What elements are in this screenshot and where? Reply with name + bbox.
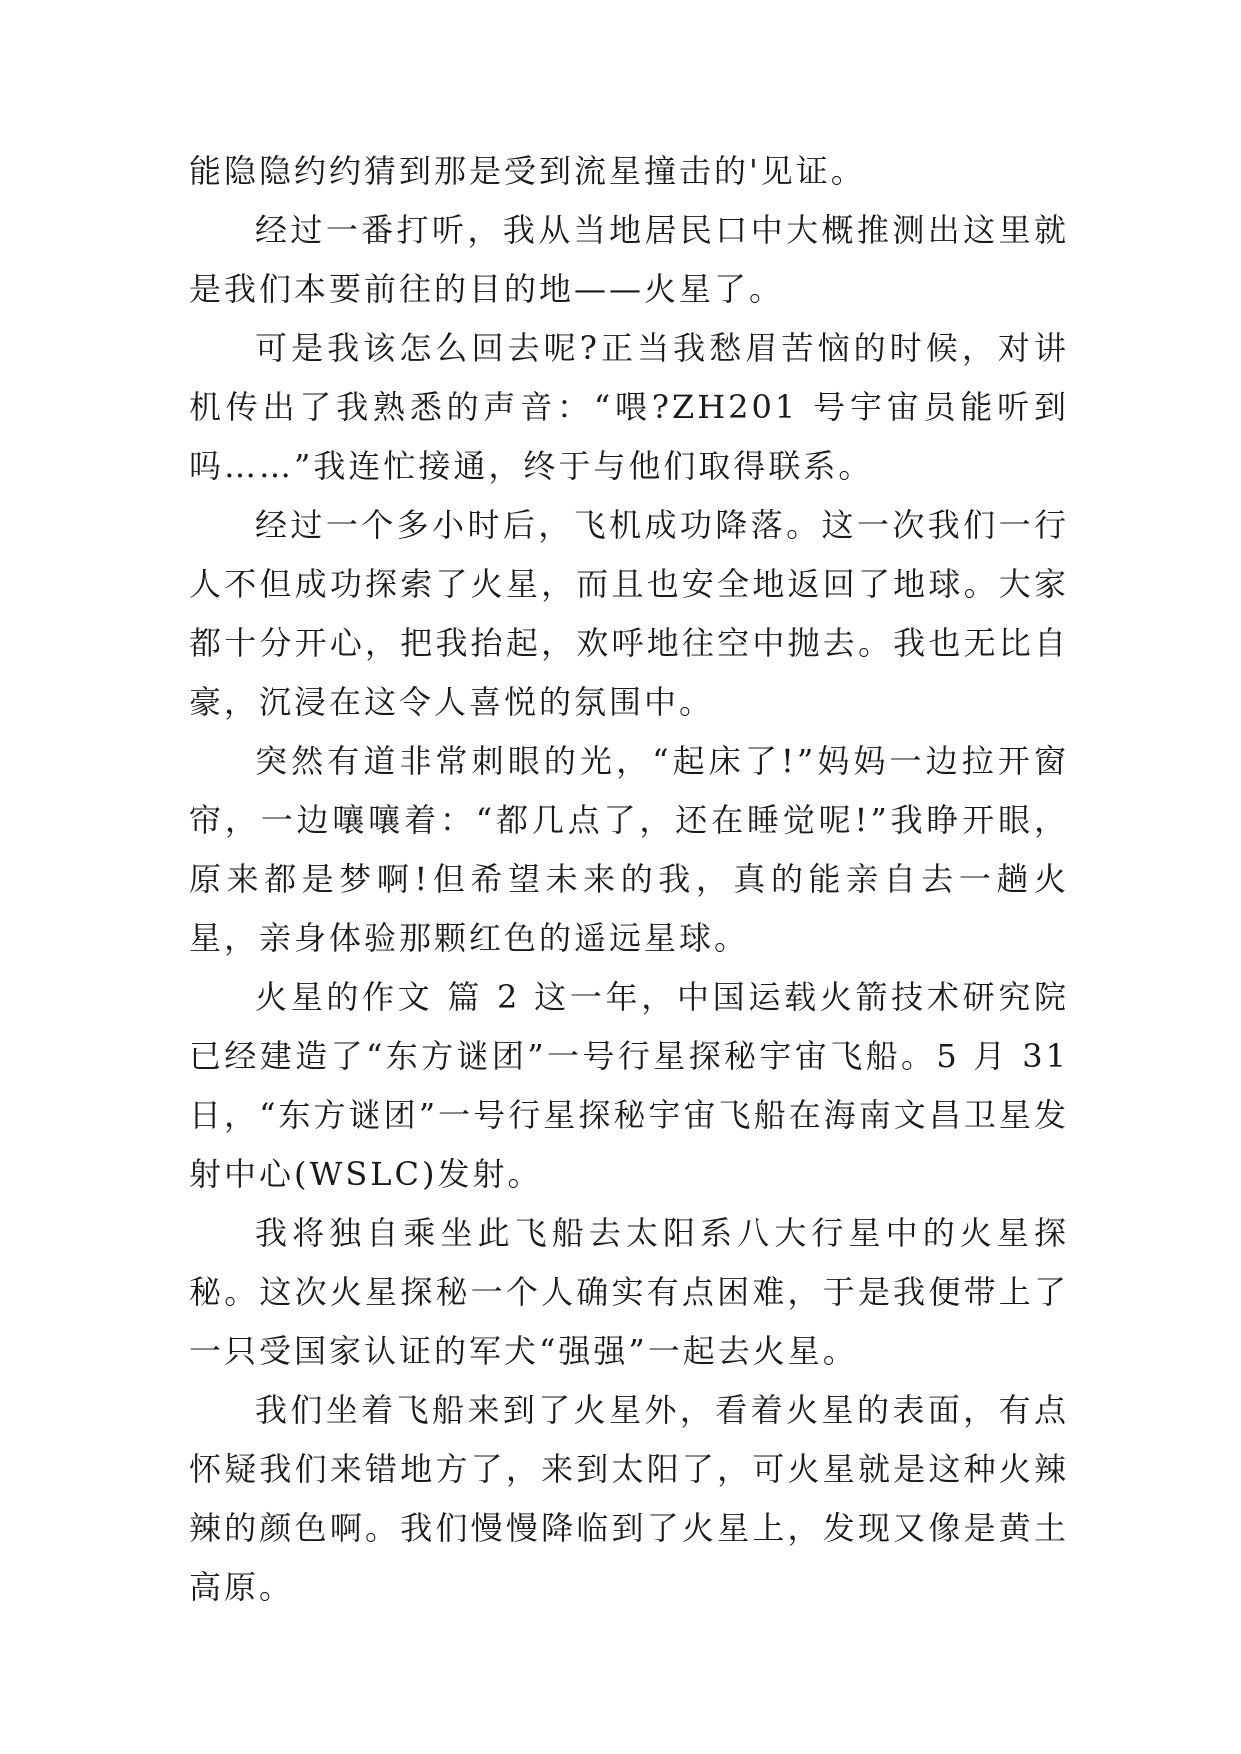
document-body — [189, 142, 1069, 1617]
paragraph-5: 突然有道非常刺眼的光，“起床了!”妈妈一边拉开窗帘，一边嚷嚷着：“都几点了，还在睡觉呢!”我睁开眼，原来都是梦啊!但希望未来的我，真的能亲自去一趟火星，亲身体验那颗红色的遥远星球。 — [189, 742, 1069, 957]
paragraph-8: 我们坐着飞船来到了火星外，看着火星的表面，有点怀疑我们来错地方了，来到太阳了，可火星就是这种火辣辣的颜色啊。我们慢慢降临到了火星上，发现又像是黄土高原。 — [189, 1391, 1069, 1606]
paragraph-4: 经过一个多小时后，飞机成功降落。这一次我们一行人不但成功探索了火星，而且也安全地返回了地球。大家都十分开心，把我抬起，欢呼地往空中抛去。我也无比自豪，沉浸在这令人喜悦的氛围中。 — [189, 506, 1069, 721]
paragraph-7: 我将独自乘坐此飞船去太阳系八大行星中的火星探秘。这次火星探秘一个人确实有点困难，于是我便带上了一只受国家认证的军犬“强强”一起去火星。 — [189, 1214, 1069, 1370]
paragraph-3: 可是我该怎么回去呢?正当我愁眉苦恼的时候，对讲机传出了我熟悉的声音：“喂?ZH201 号宇宙员能听到吗……”我连忙接通，终于与他们取得联系。 — [189, 329, 1069, 485]
paragraph-6: 火星的作文 篇 2 这一年，中国运载火箭技术研究院已经建造了“东方谜团”一号行星探秘宇宙飞船。5 月 31 日，“东方谜团”一号行星探秘宇宙飞船在海南文昌卫星发射中心(WSLC)发射。 — [189, 978, 1069, 1193]
paragraph-1: 能隐隐约约猜到那是受到流星撞击的'见证。 — [189, 152, 866, 190]
paragraph-2: 经过一番打听，我从当地居民口中大概推测出这里就是我们本要前往的目的地——火星了。 — [189, 211, 1069, 308]
